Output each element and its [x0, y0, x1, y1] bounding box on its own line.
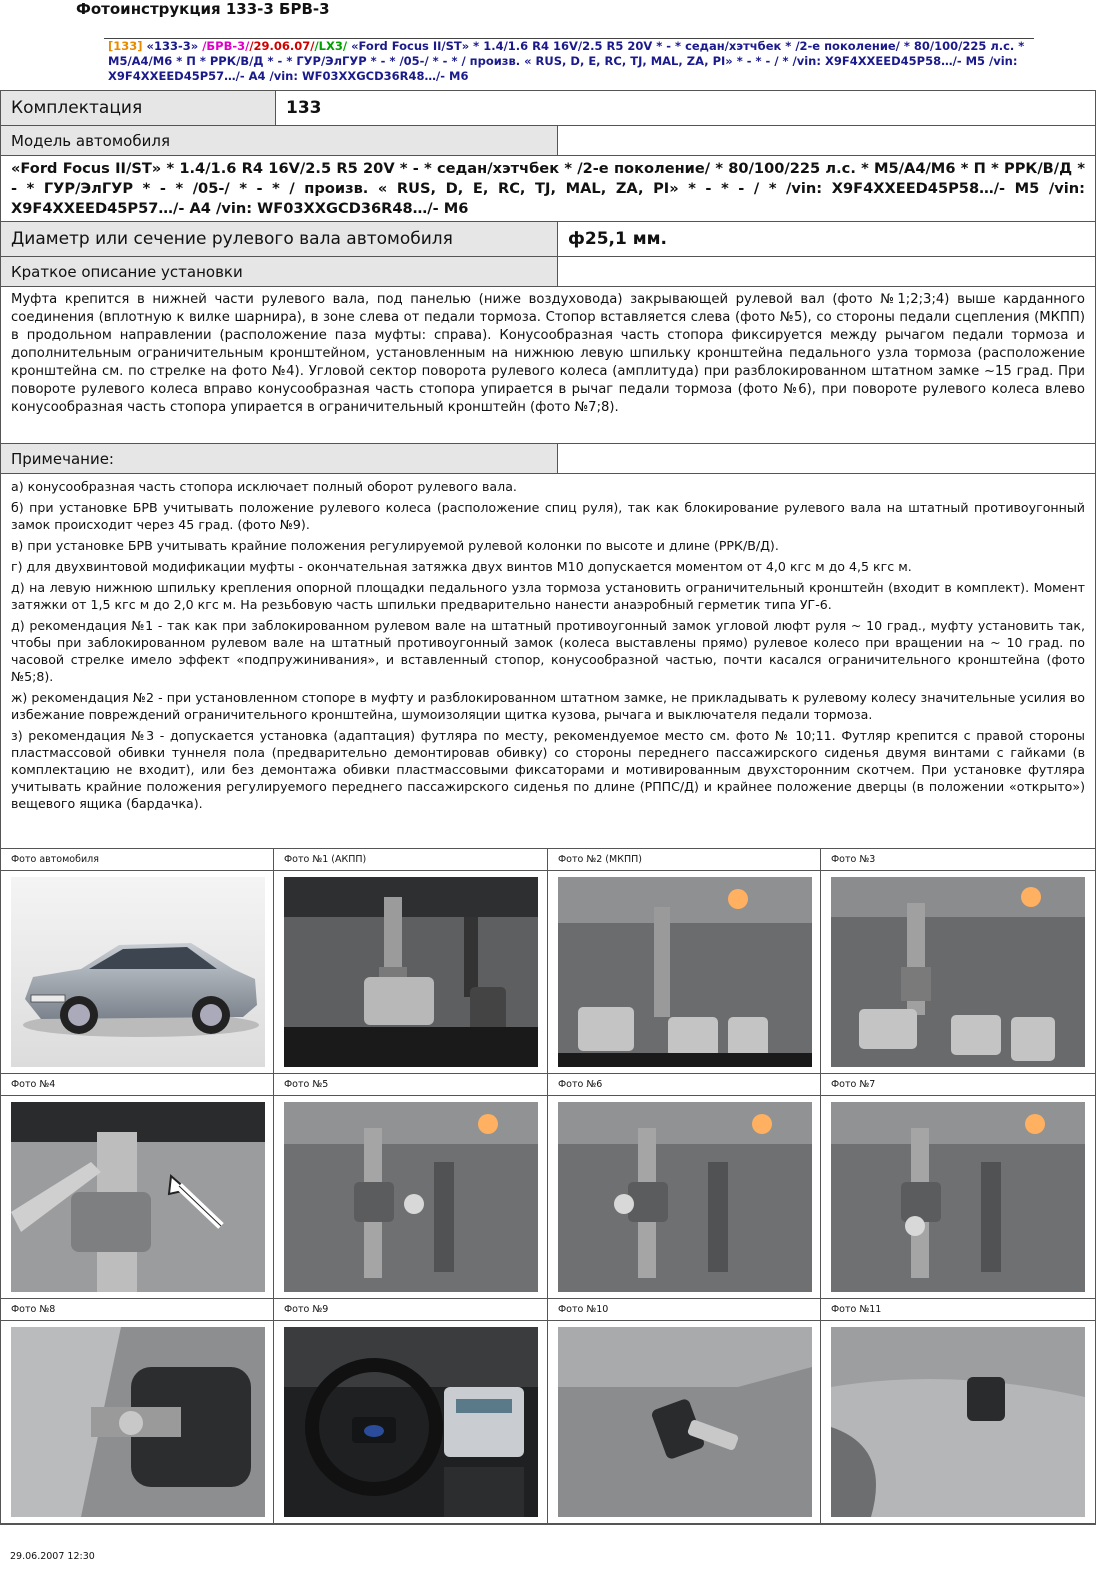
note-item: б) при установке БРВ учитывать положение рулевого колеса (расположение спиц руля), так как блокирование рулевого вала на штатный противоугонный замок происходит через 45 град. (фото №9). [11, 500, 1085, 532]
photo-caption-8: Фото №8 [1, 1299, 274, 1321]
car-photo [11, 877, 265, 1067]
pedals-photo-1 [284, 877, 538, 1067]
instruction-sheet [0, 90, 1096, 1525]
photo-cell-8 [1, 1321, 274, 1524]
note-item: г) для двухвинтовой модификации муфты - окончательная затяжка двух винтов М10 допускается моментом от 4,0 кгс м до 4,5 кгс м. [11, 559, 912, 574]
stopper-photo-7 [831, 1102, 1085, 1292]
meta-date: /29.06.07/ [249, 39, 315, 53]
kit-row [1, 91, 1095, 126]
stopper-closeup-photo-8 [11, 1327, 265, 1517]
meta-code: [133] [108, 39, 143, 53]
photo-caption-9: Фото №9 [274, 1299, 548, 1321]
photo-cell-1 [274, 871, 548, 1074]
desc-label: Краткое описание установки [1, 257, 557, 286]
shaft-value: ф25,1 мм. [557, 222, 1095, 256]
note-item: д) на левую нижнюю шпильку крепления опорной площадки педального узла тормоза установить ограничительный кронштейн (входит в комплект). Момент затяжки от 1,5 кгс м до 2,0 кгс м. На резьбовую часть шпильки предварительно нанести анаэробный герметик типа УГ-6. [11, 580, 1085, 612]
model-value: «Ford Focus II/ST» * 1.4/1.6 R4 16V/2.5 R5 20V * - * седан/хэтчбек * /2-е поколение/ * 80/100/225 л.с. * М5/А4/М6 * П * РРК/В/Д * - * ГУР/ЭлГУР * - * /05-/ * - * / произв. « RUS, D, E, RC, TJ, MAL, ZA, PI» * - * - / * /vin: X9F4XXEED45P58…/- М5 /vin: X9F4XXEED45P57…/- А4 /vin: WF03XXGCD36R48…/- М6 [1, 156, 1095, 222]
meta-lx: /LX3/ [314, 39, 348, 53]
photo-cell-10 [548, 1321, 821, 1524]
photo-caption-5: Фото №5 [274, 1074, 548, 1096]
note-item: д) рекомендация №1 - так как при заблокированном рулевом вале на штатный противоугонный замок угловой люфт руля ~ 10 град., муфту установить так, чтобы при заблокированном рулевом вале на штатный противоугонный замок (колеса выставлены прямо) рулевое колесо при вращении на ~ 10 град. по часовой стрелке имело эффект «подпружинивания», и вставленный стопор, конусообразной частью, почти касался ограничительного кронштейна (фото №5;8). [11, 618, 1085, 684]
meta-product: /БРВ-3/ [202, 39, 250, 53]
photo-cell-2 [548, 871, 821, 1074]
pedals-photo-3 [831, 877, 1085, 1067]
photo-cell-9 [274, 1321, 548, 1524]
desc-label-row [1, 257, 1095, 287]
document-title: Фотоинструкция 133-3 БРВ-3 [76, 0, 330, 18]
bracket-photo-4 [11, 1102, 265, 1292]
desc-label-empty [557, 257, 1095, 286]
meta-model: «Ford Focus II/ST» * 1.4/1.6 R4 16V/2.5 R5 20V * - * седан/хэтчбек * /2-е поколение/ * 80/100/225 л.с. * М5/А4/М6 * П * РРК/В/Д * - * ГУР/ЭлГУР * - * /05-/ * - * / произв. « RUS, D, E, RC, TJ, MAL, ZA, PI» * - * - / * /vin: X9F4XXEED45P58…/- М5 /vin: X9F4XXEED45P57…/- А4 /vin: WF03XXGCD36R48…/- М6 [108, 39, 1025, 83]
note-item: ж) рекомендация №2 - при установленном стопоре в муфту и разблокированном штатном замке, не прикладывать к рулевому колесу значительные усилия во избежание повреждений ограничительного кронштейна, шумоизоляции щитка кузова, рычага и выключателя педали тормоза. [11, 690, 1085, 722]
stopper-photo-6 [558, 1102, 812, 1292]
photo-cell-5 [274, 1096, 548, 1299]
kit-label: Комплектация [1, 91, 275, 125]
header-meta [108, 39, 1028, 84]
photo-caption-6: Фото №6 [548, 1074, 821, 1096]
note-label-row [1, 444, 1095, 474]
shaft-row [1, 222, 1095, 257]
photo-caption-7: Фото №7 [821, 1074, 1095, 1096]
footer-timestamp: 29.06.2007 12:30 [10, 1551, 95, 1562]
model-label: Модель автомобиля [1, 126, 557, 155]
dashboard-photo-9 [284, 1327, 538, 1517]
note-item: а) конусообразная часть стопора исключает полный оборот рулевого вала. [11, 479, 517, 494]
photo-caption-10: Фото №10 [548, 1299, 821, 1321]
note-label-empty [557, 444, 1095, 473]
photo-caption-3: Фото №3 [821, 849, 1095, 871]
photo-caption-11: Фото №11 [821, 1299, 1095, 1321]
photo-caption-4: Фото №4 [1, 1074, 274, 1096]
note-item: з) рекомендация №3 - допускается установка (адаптация) футляра по месту, рекомендуемое место см. фото № 10;11. Футляр крепится с правой стороны пластмассовой обивки туннеля пола (предварительно демонтировав обивку) со стороны переднего пассажирского сиденья двумя винтами с гайками (в комплектацию не входит), или без демонтажа обивки пластмассовыми фиксаторами и мотивированным двухсторонним скотчем. При установке футляра учитывать крайние положения регулируемого переднего пассажирского сиденья по длине (РППС/Д) и крайнее положение дверцы (в положении «открыто») вещевого ящика (бардачка). [11, 728, 1085, 811]
case-photo-11 [831, 1327, 1085, 1517]
photo-cell-car [1, 871, 274, 1074]
case-photo-10 [558, 1327, 812, 1517]
photo-cell-3 [821, 871, 1095, 1074]
pedals-photo-2 [558, 877, 812, 1067]
note-item: в) при установке БРВ учитывать крайние положения регулируемой рулевой колонки по высоте и длине (РРК/В/Д). [11, 538, 779, 553]
note-label: Примечание: [1, 444, 557, 473]
photo-grid [1, 849, 1095, 1524]
photo-cell-6 [548, 1096, 821, 1299]
kit-value: 133 [275, 91, 1095, 125]
photo-cell-11 [821, 1321, 1095, 1524]
photo-caption-car: Фото автомобиля [1, 849, 274, 871]
photo-cell-7 [821, 1096, 1095, 1299]
description-text: Муфта крепится в нижней части рулевого вала, под панелью (ниже воздуховода) закрывающей рулевой вал (фото №1;2;3;4) выше карданного соединения (вплотную к вилке шарнира), в зоне слева от педали тормоза. Стопор вставляется слева (фото №5), со стороны педали сцепления (МКПП) в продольном направлении (расположение паза муфты: справа). Конусообразная часть стопора фиксируется между рычагом педали тормоза и дополнительным ограничительным кронштейном, установленным на нижнюю левую шпильку кронштейна педального узла тормоза (расположение кронштейна см. по стрелке на фото №4). Угловой сектор поворота рулевого колеса (амплитуда) при разблокированном штатном замке ~15 град. При повороте рулевого колеса вправо конусообразная часть стопора упирается в рычаг педали тормоза (фото №6), при повороте рулевого колеса влево конусообразная часть стопора упирается в ограничительный кронштейн (фото №7;8). [1, 287, 1095, 444]
photo-caption-1: Фото №1 (АКПП) [274, 849, 548, 871]
model-label-empty [557, 126, 1095, 155]
model-label-row [1, 126, 1095, 156]
meta-kit: «133-3» [142, 39, 203, 53]
shaft-label: Диаметр или сечение рулевого вала автомобиля [1, 222, 557, 256]
stopper-photo-5 [284, 1102, 538, 1292]
notes-list [1, 474, 1095, 849]
photo-cell-4 [1, 1096, 274, 1299]
photo-caption-2: Фото №2 (МКПП) [548, 849, 821, 871]
